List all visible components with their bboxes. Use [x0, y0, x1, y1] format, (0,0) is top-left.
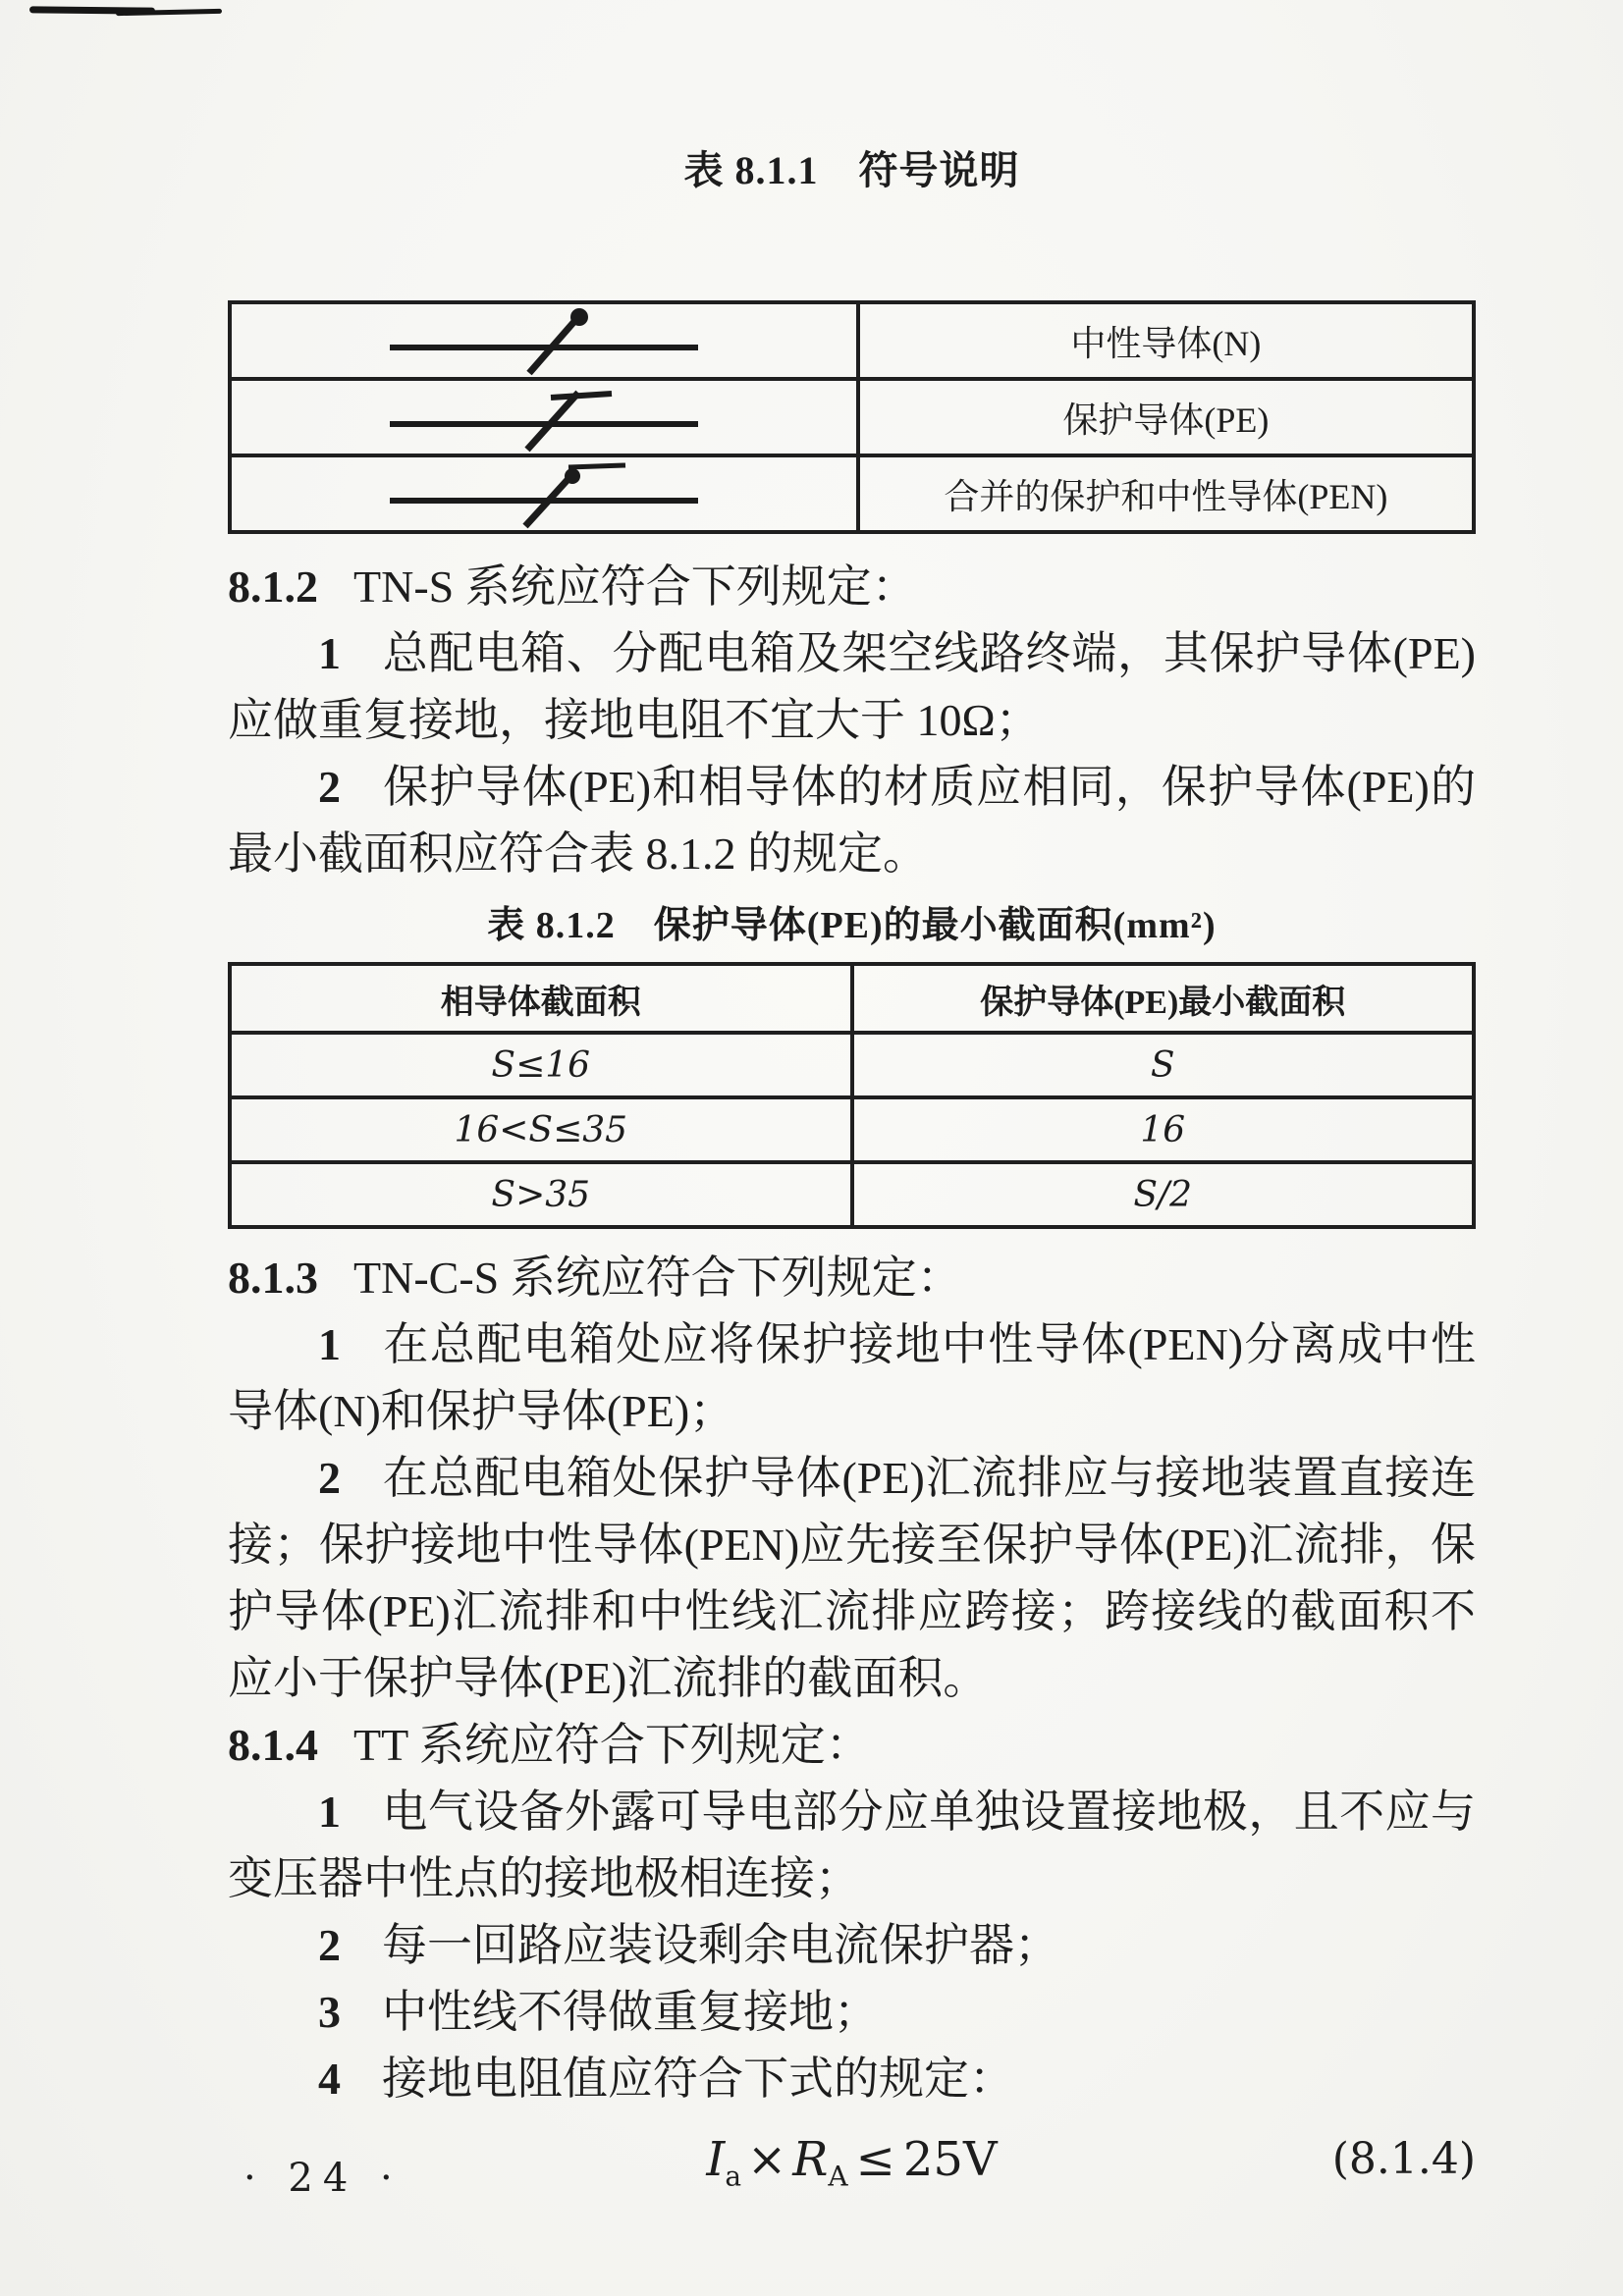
protective-conductor-symbol	[382, 381, 706, 454]
clause-8-1-3-heading	[228, 1245, 1476, 1311]
clause-8-1-4-item-1	[228, 1779, 1476, 1912]
clause-8-1-2-item-1	[228, 620, 1476, 754]
table-8-1-2-title: 表 8.1.2 保护导体(PE)的最小截面积(mm²)	[487, 905, 1217, 946]
symbol-cell	[230, 302, 858, 379]
table-8-1-1-title: 表 8.1.1 符号说明	[683, 148, 1020, 192]
item-text: 接地电阻值应符合下式的规定：	[382, 2054, 1014, 2104]
formula-expression	[228, 2118, 1476, 2218]
item-text: 在总配电箱处保护导体(PE)汇流排应与接地装置直接连接；保护接地中性导体(PEN)应先接至保护导体(PE)汇流排，保护导体(PE)汇流排和中性线汇流排应跨接；跨接线的截面积不应小于保护导体(PE)汇流排的截面积。	[228, 1453, 1476, 1703]
symbol-cell	[230, 379, 858, 455]
item-text: 每一回路应装设剩余电流保护器；	[382, 1920, 1059, 1970]
scan-artifact-streak	[116, 9, 222, 16]
column-header: 相导体截面积	[230, 964, 852, 1033]
symbol-label: 中性导体(N)	[858, 302, 1474, 379]
table-cell: S	[852, 1033, 1475, 1097]
item-number: 1	[318, 1787, 341, 1837]
table-row	[230, 1097, 1474, 1162]
clause-8-1-2-heading	[228, 554, 1476, 620]
formula-current-variable: I	[706, 2132, 726, 2187]
formula-8-1-4-row	[228, 2118, 1476, 2201]
table-cell: S/2	[852, 1162, 1475, 1227]
item-number: 2	[318, 1453, 341, 1503]
item-text: 保护导体(PE)和相导体的材质应相同，保护导体(PE)的最小截面积应符合表 8.1.2 的规定。	[228, 762, 1476, 879]
clause-number: 8.1.2	[228, 561, 318, 612]
equation-number: (8.1.4)	[1331, 2134, 1476, 2184]
item-number: 1	[318, 1319, 341, 1369]
clause-8-1-3-item-2	[228, 1445, 1476, 1712]
page-number: · 24 ·	[243, 2156, 403, 2201]
table-cell: 16	[852, 1097, 1475, 1162]
item-text: 中性线不得做重复接地；	[382, 1987, 879, 2037]
item-number: 2	[318, 1920, 341, 1970]
table-cell: 16<S≤35	[230, 1097, 852, 1162]
symbol-label: 保护导体(PE)	[858, 379, 1474, 455]
column-header: 保护导体(PE)最小截面积	[852, 964, 1475, 1033]
multiplication-sign: ×	[747, 2132, 787, 2187]
symbol-cell	[230, 455, 858, 532]
table-row	[230, 455, 1474, 532]
clause-8-1-4-item-4	[228, 2046, 1476, 2112]
combined-pen-conductor-symbol	[382, 457, 706, 530]
table-row	[230, 1033, 1474, 1097]
clause-8-1-3-item-1	[228, 1311, 1476, 1445]
clause-number: 8.1.3	[228, 1253, 318, 1303]
table-row	[230, 379, 1474, 455]
symbol-explanation-table	[228, 300, 1476, 534]
clause-8-1-4-item-3	[228, 1979, 1476, 2046]
formula-limit-value: 25V	[902, 2132, 998, 2187]
clause-number: 8.1.4	[228, 1720, 318, 1770]
formula-resistance-subscript: A	[828, 2160, 848, 2193]
item-number: 3	[318, 1987, 341, 2037]
table-cell: S≤16	[230, 1033, 852, 1097]
table-cell: S>35	[230, 1162, 852, 1227]
table-header-row	[230, 964, 1474, 1033]
clause-8-1-2-item-2	[228, 754, 1476, 887]
formula-resistance-variable: R	[792, 2132, 829, 2187]
clause-title: TT 系统应符合下列规定：	[353, 1720, 871, 1770]
clause-8-1-4-heading	[228, 1712, 1476, 1779]
item-text: 总配电箱、分配电箱及架空线路终端，其保护导体(PE)应做重复接地，接地电阻不宜大于 10Ω；	[228, 628, 1476, 745]
less-equal-sign: ≤	[855, 2132, 895, 2187]
item-number: 4	[318, 2054, 341, 2104]
item-number: 1	[318, 628, 341, 678]
table-row	[230, 1162, 1474, 1227]
clause-title: TN-S 系统应符合下列规定：	[353, 561, 917, 612]
table-row	[230, 302, 1474, 379]
symbol-label: 合并的保护和中性导体(PEN)	[858, 455, 1474, 532]
item-text: 在总配电箱处应将保护接地中性导体(PEN)分离成中性导体(N)和保护导体(PE)；	[228, 1319, 1476, 1436]
item-text: 电气设备外露可导电部分应单独设置接地极，且不应与变压器中性点的接地极相连接；	[228, 1787, 1476, 1903]
pe-min-section-table	[228, 962, 1476, 1229]
clause-8-1-4-item-2	[228, 1912, 1476, 1979]
formula-current-subscript: a	[725, 2160, 742, 2193]
clause-title: TN-C-S 系统应符合下列规定：	[353, 1253, 962, 1303]
neutral-conductor-symbol	[382, 304, 706, 377]
item-number: 2	[318, 762, 341, 812]
